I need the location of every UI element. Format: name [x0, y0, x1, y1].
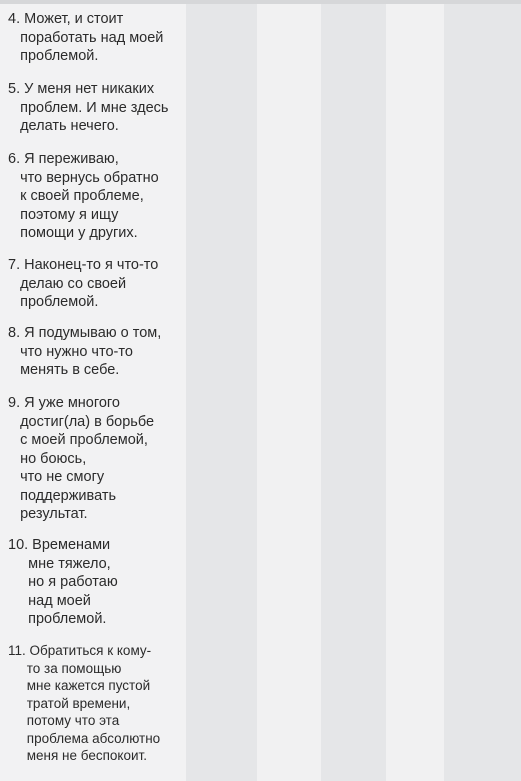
answer-column	[186, 4, 257, 781]
answer-column	[321, 4, 386, 781]
question-item: 6. Я переживаю, что вернусь обратно к своей проблеме, поэтому я ищу помощи у других.	[8, 151, 159, 241]
question-item: 4. Может, и стоит поработать над моей проблемой.	[8, 11, 164, 64]
question-item: 9. Я уже многого достиг(ла) в борьбе с моей проблемой, но боюсь, что не смогу поддерживать результат.	[8, 395, 155, 522]
answer-column	[257, 4, 321, 781]
question-column	[0, 4, 186, 781]
question-item: 5. У меня нет никаких проблем. И мне здесь делать нечего.	[8, 81, 169, 134]
question-item: 10. Временами мне тяжело, но я работаю над моей проблемой.	[8, 537, 118, 627]
question-item: 7. Наконец-то я что-то делаю со своей проблемой.	[8, 257, 159, 310]
question-item: 11. Обратиться к кому- то за помощью мне кажется пустой тратой времени, потому что эта проблема абсолютно меня не беспокоит.	[8, 643, 161, 763]
answer-column	[386, 4, 444, 781]
answer-column	[444, 4, 521, 781]
question-item: 8. Я подумываю о том, что нужно что-то менять в себе.	[8, 325, 162, 378]
